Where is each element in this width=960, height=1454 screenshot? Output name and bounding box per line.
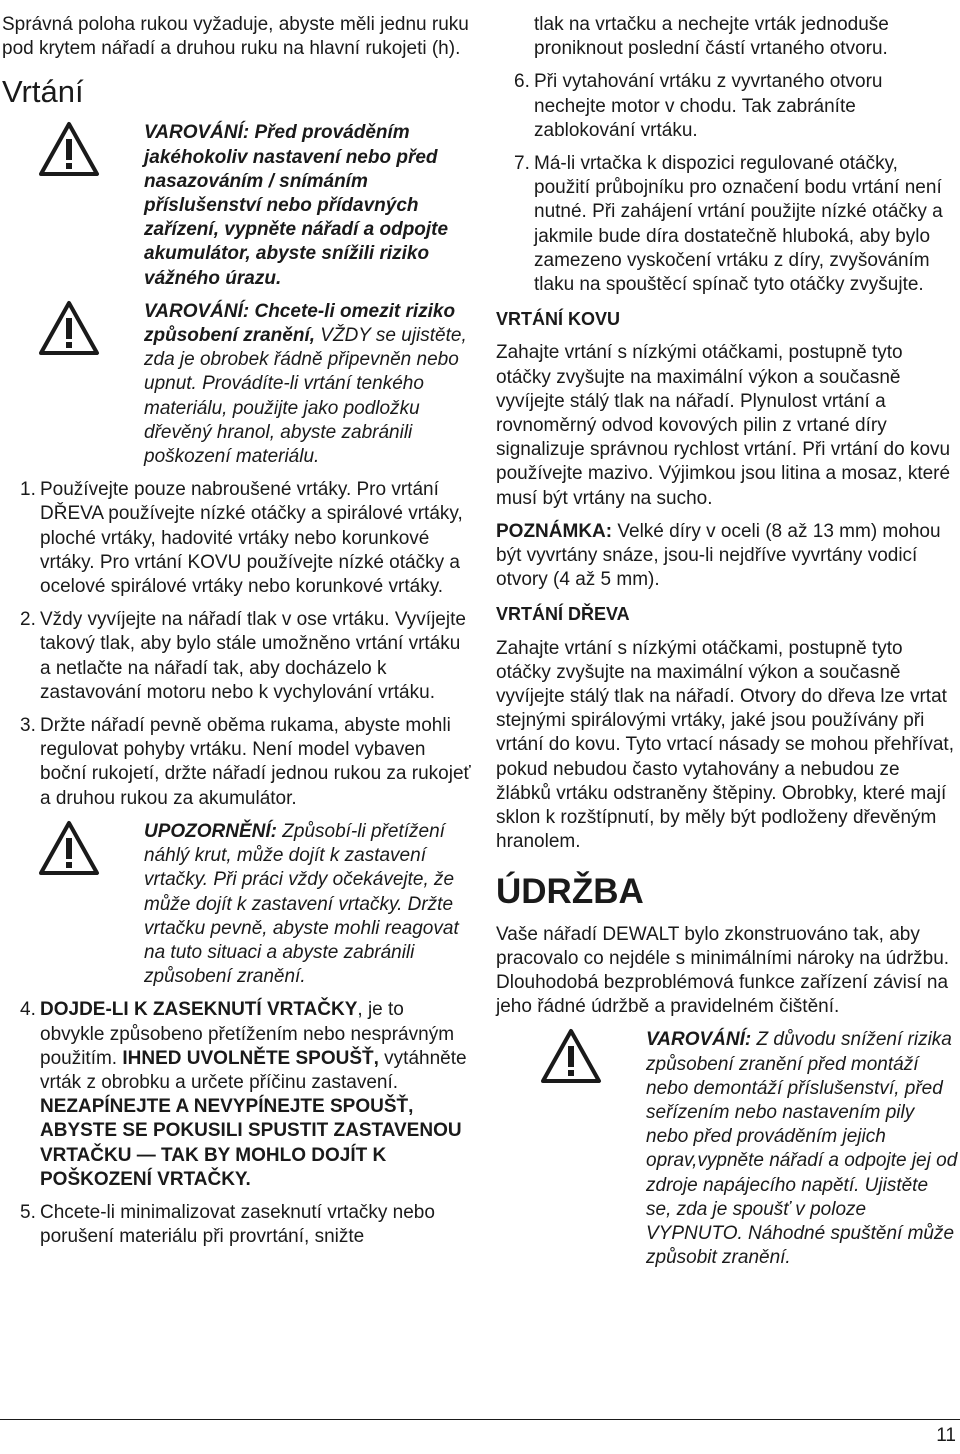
caution-block	[2, 820, 472, 989]
caution-text	[144, 820, 472, 989]
warning-3-label: VAROVÁNÍ:	[646, 1029, 752, 1051]
item4-text-2: vytáhněte vrták z obrobku a určete příčinu zastavení.	[40, 1047, 467, 1093]
page-number: 11	[936, 1424, 956, 1446]
item4-text-1: , je to obvykle způsobeno přetížením nebo nesprávným použitím.	[40, 999, 455, 1069]
list-item-text: Používejte pouze nabroušené vrtáky. Pro vrtání DŘEVA používejte nízké otáčky a spirálové vrtáky, ploché vrtáky, hadovité vrtáky nebo korunkové vrtáky. Pro vrtání KOVU používejte nízké otáčky a ocelové spirálové vrtáky nebo korunkové vrtáky.	[40, 479, 463, 598]
left-column	[2, 13, 472, 1258]
list-item-number: 6.	[514, 71, 530, 93]
list-item-text: Držte nářadí pevně oběma rukama, abyste mohli regulovat pohyby vrtáku. Není model vybaven boční rukojetí, držte nářadí jednou rukou za rukojeť a druhou rukou za akumulátor.	[40, 715, 471, 809]
warning-triangle-icon	[540, 1028, 602, 1084]
list-item-text: Vždy vyvíjejte na nářadí tlak v ose vrtáku. Vyvíjejte takový tlak, aby bylo stále umožněno vrtání vrtáku a netlačte na nářadí tak, aby docházelo k zastavování motoru nebo k vychylování vrtáku.	[40, 609, 466, 703]
warning-block-2	[2, 300, 472, 469]
section-title-maintenance: ÚDRŽBA	[496, 871, 644, 911]
subtitle-wood: VRTÁNÍ DŘEVA	[496, 604, 630, 625]
list-item-text	[40, 998, 472, 1192]
list-item-spacer	[496, 13, 534, 61]
warning-triangle-icon	[38, 121, 100, 177]
wood-paragraph: Zahajte vrtání s nízkými otáčkami, postupně tyto otáčky zvyšujte na maximální výkon a současně vyvíjejte stálý tlak na nářadí. Otvory do dřeva lze vrtat stejnými spirálovými vrtáky, jaké jsou používány při vrtání do kovu. Tyto vrtací násady se mohou přehřívat, pokud nebudou často vytahovány a nebudou ze žlábků vrtáku odstraněny štěpiny. Obrobky, které mají sklon k rozštípnutí, by měly být podloženy dřevěným hranolem.	[496, 637, 954, 853]
warning-3-text	[646, 1028, 958, 1270]
list-item-number: 2.	[20, 609, 36, 631]
caution-label: UPOZORNĚNÍ:	[144, 820, 277, 842]
note-label: POZNÁMKA:	[496, 520, 613, 542]
list-item-number: 1.	[20, 479, 36, 501]
warning-triangle-icon	[38, 300, 100, 356]
list-item-number: 5.	[20, 1201, 36, 1223]
warning-2-label: VAROVÁNÍ: Chcete-li omezit riziko způsobení zranění,	[144, 300, 456, 347]
intro-paragraph: Správná poloha rukou vyžaduje, abyste měli jednu ruku pod krytem nářadí a druhou ruku na hlavní rukojeti (h).	[2, 14, 469, 60]
warning-block-3	[496, 1028, 958, 1270]
list-item-5-continued	[496, 13, 958, 61]
list-item-text: tlak na vrtačku a nechejte vrták jednoduše proniknout poslední částí vrtaného otvoru.	[534, 14, 889, 60]
list-item-5	[2, 1201, 472, 1249]
list-item-1	[2, 478, 472, 599]
list-item-text: Při vytahování vrtáku z vyvrtaného otvoru nechejte motor v chodu. Tak zabráníte zablokování vrtáku.	[534, 71, 883, 141]
list-item-4	[2, 998, 472, 1192]
list-item-3	[2, 714, 472, 811]
warning-3-body: Z důvodu snížení rizika způsobení zranění před montáží nebo demontáží příslušenství, před seřízením nebo nastavením pily nebo před prováděním jejich oprav,vypněte nářadí a odpojte jej od zdroje napájecího napětí. Ujistěte se, zda je spoušť v poloze VYPNUTO. Náhodné spuštění může způsobit zranění.	[646, 1029, 958, 1269]
item4-bold-1: DOJDE-LI K ZASEKNUTÍ VRTAČKY	[40, 999, 358, 1021]
note-body: Velké díry v oceli (8 až 13 mm) mohou být vyvrtány snáze, jsou-li nejdříve vyvrtány vodicí otvory (4 až 5 mm).	[496, 520, 941, 591]
footer-divider	[0, 1419, 960, 1420]
item4-bold-2: IHNED UVOLNĚTE SPOUŠŤ,	[122, 1047, 379, 1069]
warning-1-text: VAROVÁNÍ: Před prováděním jakéhokoliv nastavení nebo před nasazováním / snímáním příslušenství nebo přídavných zařízení, vypněte nářadí a odpojte akumulátor, abyste snížili riziko vážného úrazu.	[144, 122, 449, 289]
warning-triangle-icon	[38, 820, 100, 876]
warning-block-1	[2, 121, 472, 290]
list-item-number: 7.	[514, 153, 530, 175]
caution-body: Způsobí-li přetížení náhlý krut, může dojít k zastavení vrtačky. Při práci vždy očekávejte, že může dojít k zastavení vrtačky. Držte vrtačku pevně, abyste mohli reagovat na tuto situaci a abyste zabránili způsobení zranění.	[144, 820, 459, 988]
list-item-text: Má-li vrtačka k dispozici regulované otáčky, použití průbojníku pro označení bodu vrtání není nutné. Při zahájení vrtání použijte nízké otáčky a jakmile bude díra dostatečně hluboká, aby bylo zamezeno vyskočení vrtáku z díry, zvyšováním tlaku na spouštěcí spínač tyto otáčky zvyšujte.	[534, 153, 943, 296]
list-item-number: 3.	[20, 715, 36, 737]
subtitle-metal: VRTÁNÍ KOVU	[496, 309, 621, 330]
right-column	[496, 13, 958, 1279]
maintenance-paragraph: Vaše nářadí DEWALT bylo zkonstruováno tak, aby pracovalo co nejdéle s minimálními nároky na údržbu. Dlouhodobá bezproblémová funkce zařízení závisí na jeho řádné údržbě a pravidelném čištění.	[496, 923, 950, 1018]
list-item-7	[496, 152, 958, 297]
warning-2-text	[144, 300, 472, 469]
metal-paragraph: Zahajte vrtání s nízkými otáčkami, postupně tyto otáčky zvyšujte na maximální výkon a současně vyvíjejte stálý tlak na nářadí. Plynulost vrtání a rovnoměrný odvod kovových pilin z vrtané díry signalizuje správnou rychlost vrtání. Při vrtání do kovu používejte mazivo. Výjimkou jsou litina a mosaz, které musí být vrtány na sucho.	[496, 342, 951, 509]
section-title-drilling: Vrtání	[2, 74, 84, 110]
list-item-number: 4.	[20, 999, 36, 1021]
list-item-6	[496, 70, 958, 143]
note-paragraph	[496, 520, 958, 593]
warning-2-body: VŽDY se ujistěte, zda je obrobek řádně připevněn nebo upnut. Provádíte-li vrtání tenkého materiálu, použijte jako podložku dřevěný hranol, abyste zabránili poškození materiálu.	[144, 325, 467, 468]
list-item-2	[2, 608, 472, 705]
list-item-text: Chcete-li minimalizovat zaseknutí vrtačky nebo porušení materiálu při provrtání, snižte	[40, 1201, 435, 1248]
item4-bold-3: NEZAPÍNEJTE A NEVYPÍNEJTE SPOUŠŤ, ABYSTE SE POKUSILI SPUSTIT ZASTAVENOU VRTAČKU — TAK BY MOHLO DOJÍT K POŠKOZENÍ VRTAČKY.	[40, 1096, 462, 1190]
